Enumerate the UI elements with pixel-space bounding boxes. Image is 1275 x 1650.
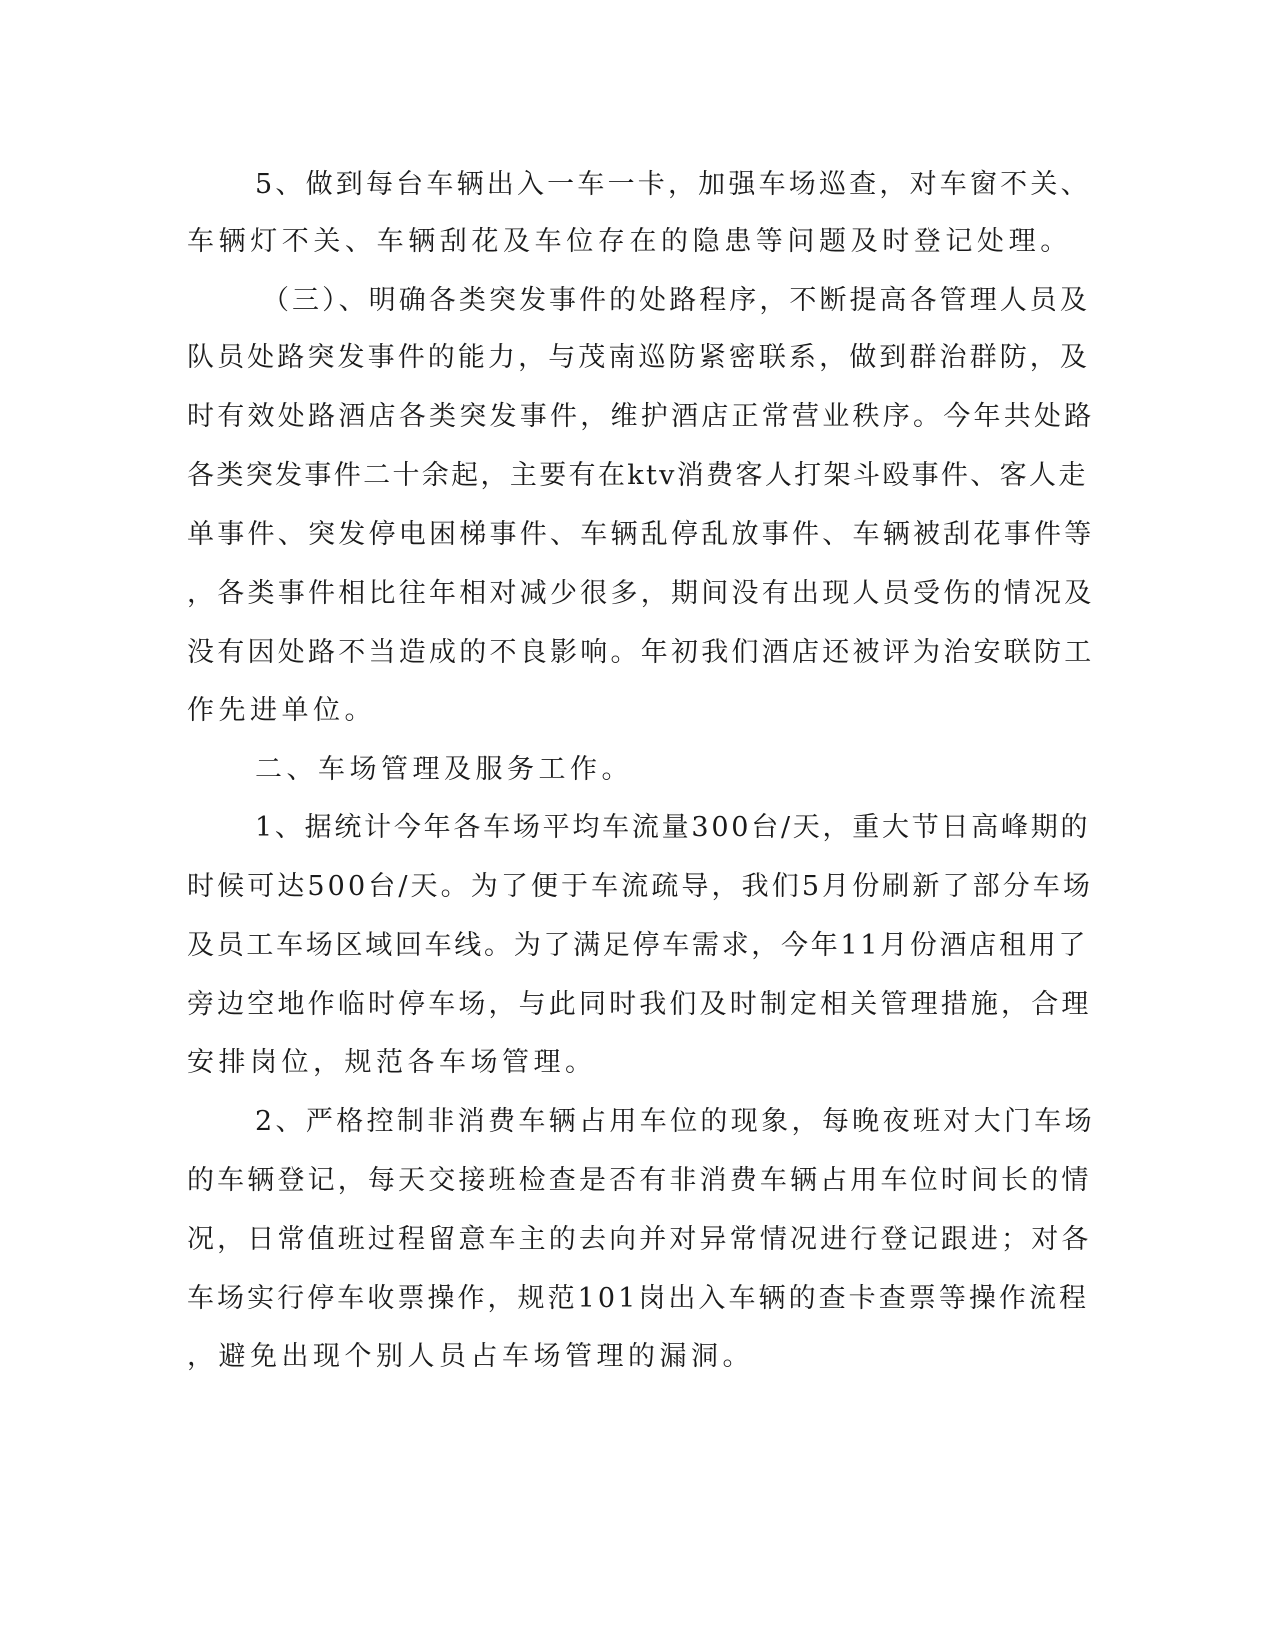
paragraph-line: 各类突发事件二十余起，主要有在ktv消费客人打架斗殴事件、客人走 <box>187 460 1088 491</box>
paragraph-line: 时有效处路酒店各类突发事件，维护酒店正常营业秩序。今年共处路 <box>187 401 1095 432</box>
paragraph-line: 作先进单位。 <box>187 695 376 726</box>
paragraph-line: 况，日常值班过程留意车主的去向并对异常情况进行登记跟进；对各 <box>187 1224 1092 1255</box>
paragraph-line: 的车辆登记，每天交接班检查是否有非消费车辆占用车位时间长的情 <box>187 1165 1092 1196</box>
paragraph-line: 旁边空地作临时停车场，与此同时我们及时制定相关管理措施，合理 <box>187 989 1092 1020</box>
paragraph-line: 及员工车场区域回车线。为了满足停车需求，今年11月份酒店租用了 <box>187 930 1089 961</box>
paragraph-line: 1、据统计今年各车场平均车流量300台/天，重大节日高峰期的 <box>255 812 1091 843</box>
paragraph-line: 队员处路突发事件的能力，与茂南巡防紧密联系，做到群治群防，及 <box>187 342 1090 373</box>
paragraph-line: 车场实行停车收票操作，规范101岗出入车辆的查卡查票等操作流程 <box>187 1283 1090 1314</box>
paragraph-line: 安排岗位，规范各车场管理。 <box>187 1047 597 1078</box>
paragraph-line: 单事件、突发停电困梯事件、车辆乱停乱放事件、车辆被刮花事件等 <box>187 519 1095 550</box>
section-heading: 二、车场管理及服务工作。 <box>255 754 633 785</box>
paragraph-line: 车辆灯不关、车辆刮花及车位存在的隐患等问题及时登记处理。 <box>187 226 1072 257</box>
paragraph-line: ，各类事件相比往年相对减少很多，期间没有出现人员受伤的情况及 <box>187 578 1095 609</box>
paragraph-line: 时候可达500台/天。为了便于车流疏导，我们5月份刷新了部分车场 <box>187 871 1094 902</box>
paragraph-line: 2、严格控制非消费车辆占用车位的现象，每晚夜班对大门车场 <box>255 1106 1095 1137</box>
paragraph-line: 5、做到每台车辆出入一车一卡，加强车场巡查，对车窗不关、 <box>255 169 1091 200</box>
paragraph-line: ，避免出现个别人员占车场管理的漏洞。 <box>187 1341 754 1372</box>
paragraph-line: 没有因处路不当造成的不良影响。年初我们酒店还被评为治安联防工 <box>187 637 1095 668</box>
paragraph-line: （三）、明确各类突发事件的处路程序，不断提高各管理人员及 <box>262 285 1090 316</box>
